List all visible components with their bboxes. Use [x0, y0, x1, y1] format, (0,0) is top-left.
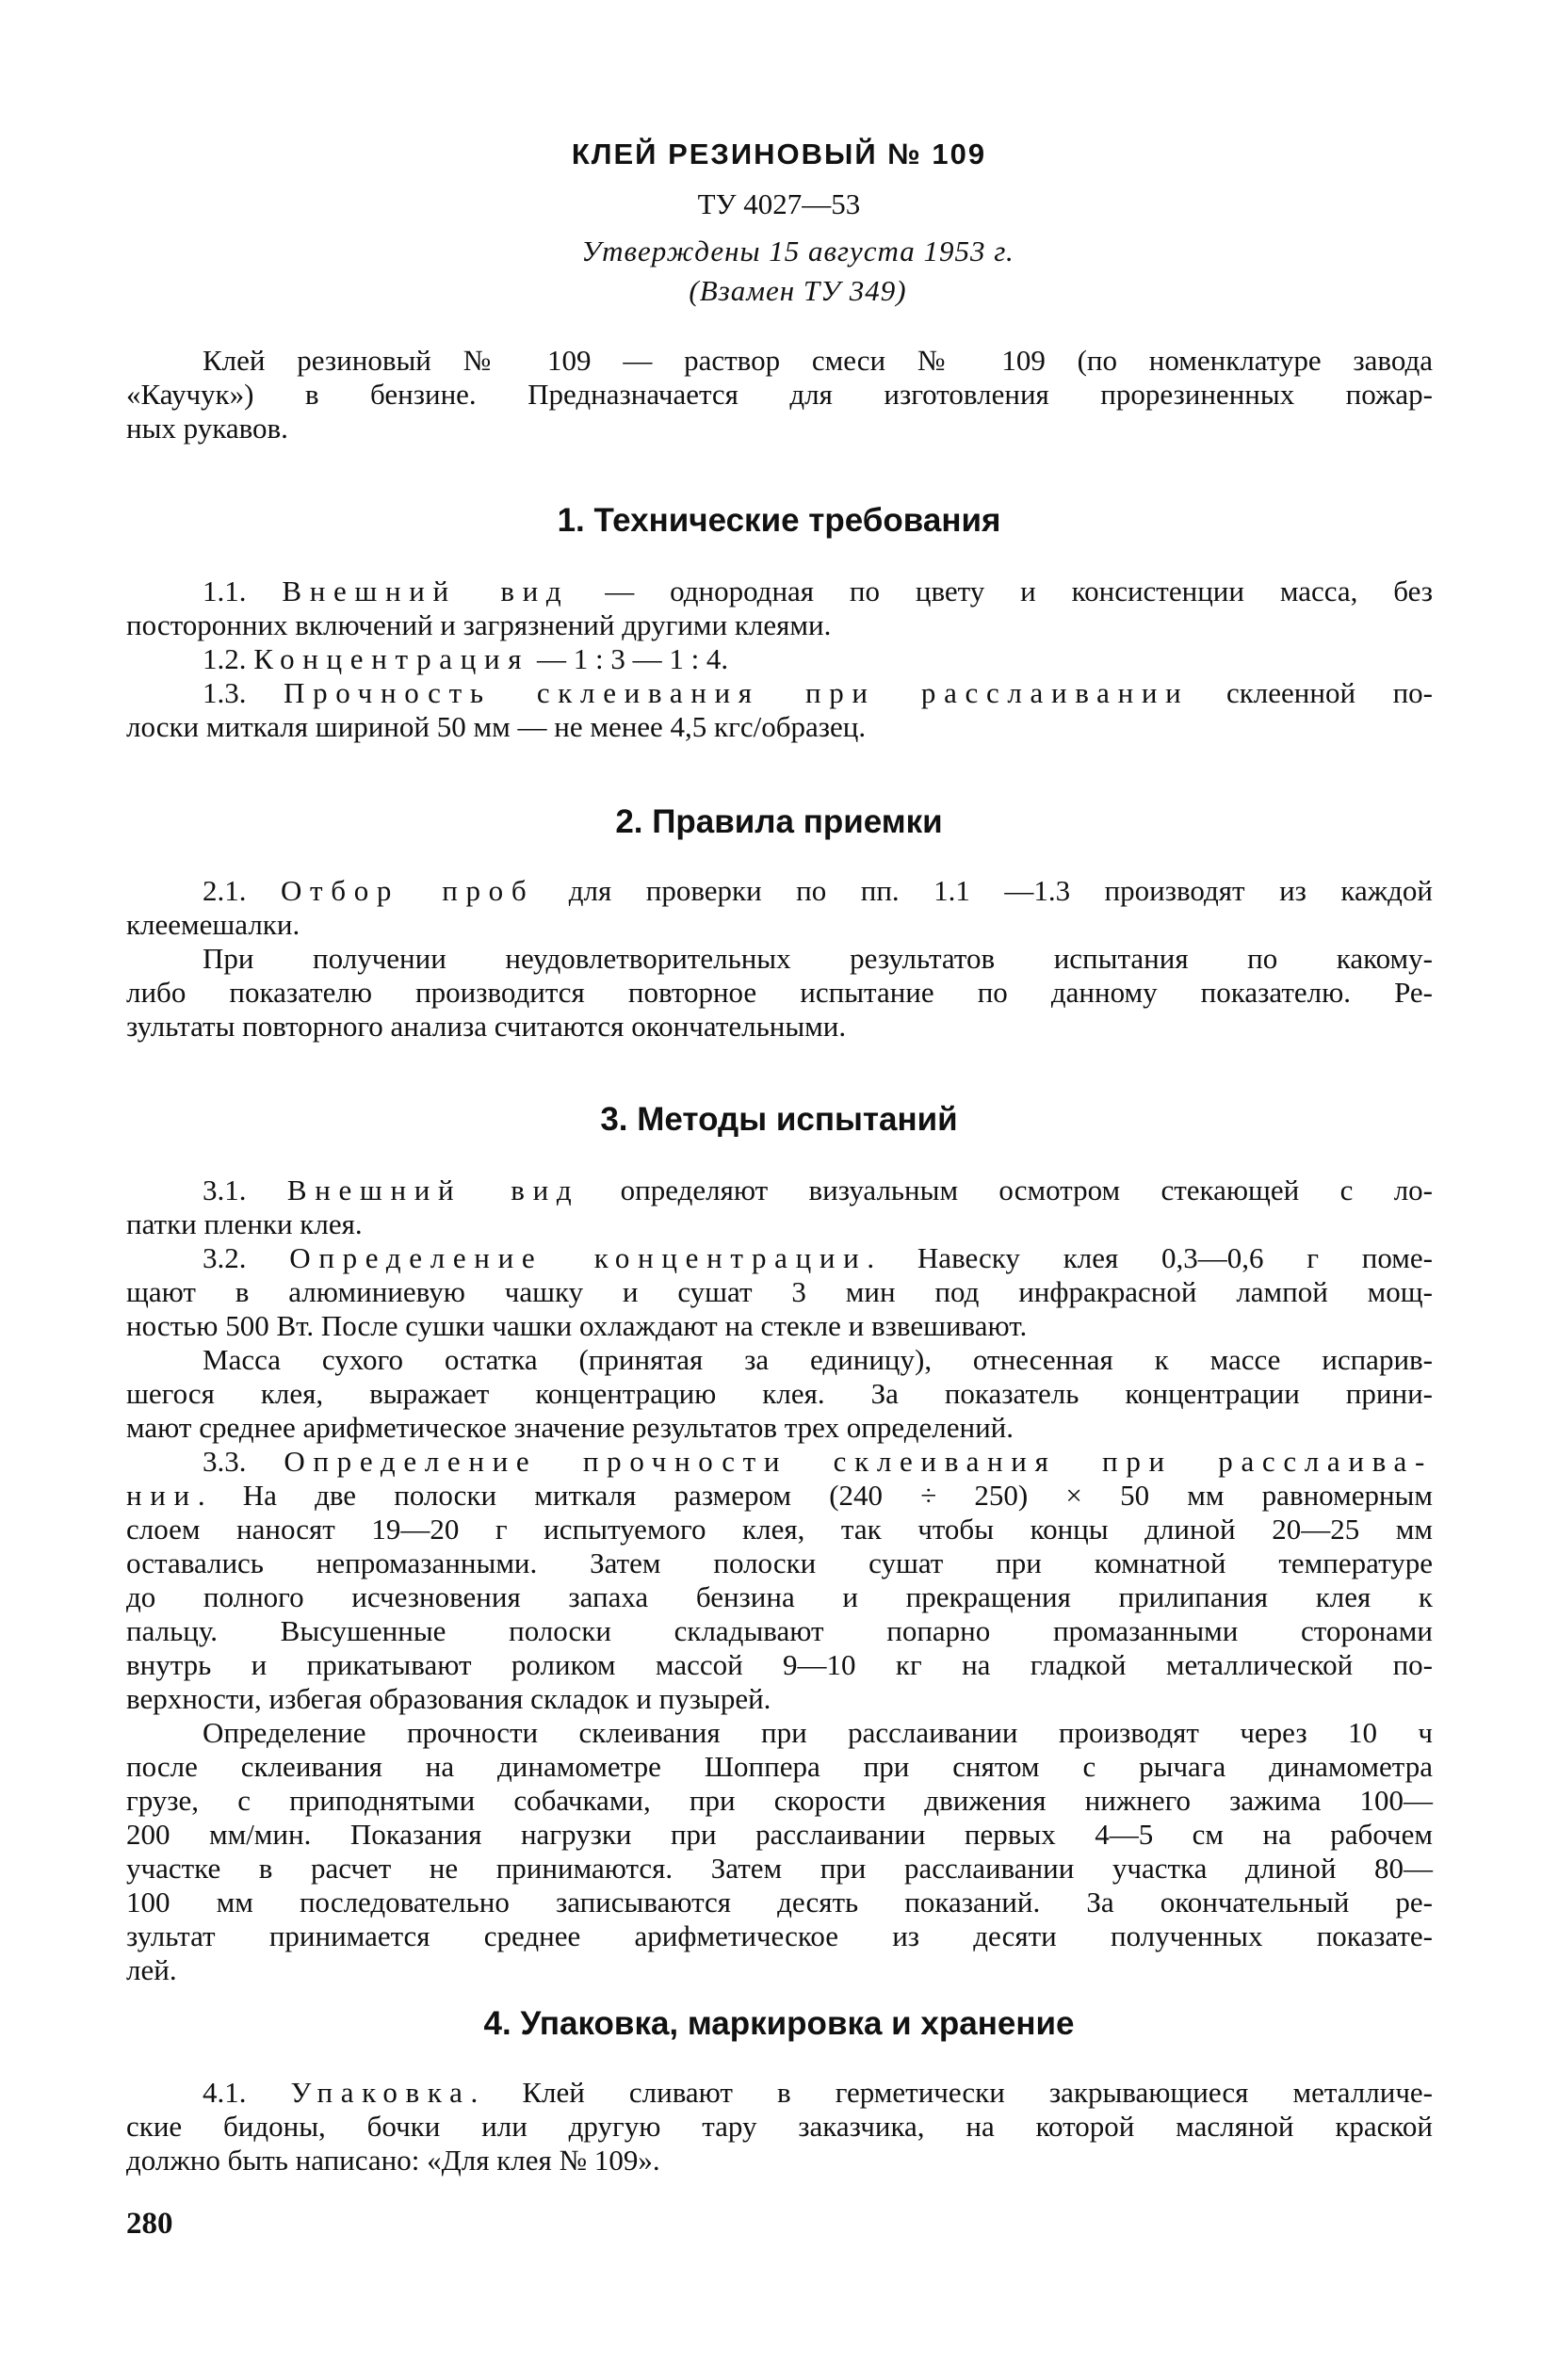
text-segment: — однородная по цвету и консистенции масса, без: [569, 575, 1433, 607]
text-line: Клей резиновый № 109 — раствор смеси № 109 (по номенклатуре завода: [203, 344, 1433, 377]
text-line: При получении неудовлетворительных результатов испытания по какому-: [203, 942, 1433, 975]
text-line: либо показателю производится повторное испытание по данному показателю. Ре-: [126, 976, 1433, 1009]
spaced-term: Определение концентрации: [289, 1241, 868, 1274]
page-number: 280: [126, 2207, 173, 2241]
text-segment: 1.1.: [203, 575, 283, 607]
text-line: ностью 500 Вт. После сушки чашки охлаждают на стекле и взвешивают.: [126, 1309, 1028, 1342]
text-line: оставались непромазанными. Затем полоски сушат при комнатной температуре: [126, 1546, 1433, 1579]
text-line: щают в алюминиевую чашку и сушат 3 мин под инфракрасной лампой мощ-: [126, 1275, 1433, 1308]
spaced-term: Прочность склеивания при расслаивании: [284, 676, 1190, 709]
section-body: [126, 575, 1433, 744]
spaced-term: Концентрация: [253, 642, 530, 675]
text-segment: 2.1.: [203, 874, 281, 907]
section-heading: 1. Технические требования: [557, 502, 1001, 539]
text-line: [126, 676, 1433, 710]
text-line: внутрь и прикатывают роликом массой 9—10 кг на гладкой металлической по-: [126, 1648, 1433, 1681]
replaces-note: (Взамен ТУ 349): [689, 274, 907, 307]
text-line: до полного исчезновения запаха бензина и прекращения прилипания клея к: [126, 1580, 1433, 1613]
text-line: [126, 2076, 1433, 2110]
text-segment: 3.1.: [203, 1174, 287, 1206]
text-line: [126, 1174, 1433, 1207]
spaced-term: Внешний вид: [282, 575, 570, 607]
section-body: [126, 2076, 1433, 2178]
text-line: зультат принимается среднее арифметическое из десяти полученных показате-: [126, 1919, 1433, 1952]
text-line: патки пленки клея.: [126, 1207, 363, 1240]
text-segment: — 1 : 3 — 1 : 4.: [529, 642, 729, 675]
text-line: 100 мм последовательно записываются десять показаний. За окончательный ре-: [126, 1886, 1433, 1919]
text-line: участке в расчет не принимаются. Затем при расслаивании участка длиной 80—: [126, 1852, 1433, 1885]
intro-paragraph: [126, 344, 1433, 445]
section-heading: 4. Упаковка, маркировка и хранение: [483, 2005, 1075, 2042]
text-line: Масса сухого остатка (принятая за единицу), отнесенная к массе испарив-: [203, 1343, 1433, 1376]
text-segment: . Клей сливают в герметически закрывающиеся металличе-: [470, 2076, 1434, 2109]
text-line: Определение прочности склеивания при расслаивании производят через 10 ч: [203, 1716, 1433, 1749]
text-line: шегося клея, выражает концентрацию клея. За показатель концентрации прини-: [126, 1377, 1433, 1410]
text-line: пальцу. Высушенные полоски складывают попарно промазанными сторонами: [126, 1614, 1433, 1647]
text-segment: . Навеску клея 0,3—0,6 г поме-: [867, 1241, 1434, 1274]
text-line: верхности, избегая образования складок и пузырей.: [126, 1682, 771, 1715]
text-line: [126, 1445, 1433, 1479]
text-line: посторонних включений и загрязнений другими клеями.: [126, 608, 832, 641]
text-segment: 3.2.: [203, 1241, 290, 1274]
text-segment: 1.2.: [203, 642, 254, 675]
section-body: [126, 874, 1433, 1044]
text-segment: склеенной по-: [1189, 676, 1433, 709]
text-line: мают среднее арифметическое значение результатов трех определений.: [126, 1411, 1014, 1444]
text-line: [126, 874, 1433, 908]
text-segment: 1.3.: [203, 676, 284, 709]
text-line: «Каучук») в бензине. Предназначается для изготовления прорезиненных пожар-: [126, 378, 1433, 411]
text-segment: для проверки по пп. 1.1 —1.3 производят из каждой: [534, 874, 1433, 907]
text-line: ские бидоны, бочки или другую тару заказчика, на которой масляной краской: [126, 2110, 1433, 2143]
text-segment: 3.3.: [203, 1445, 284, 1478]
approval-date: Утверждены 15 августа 1953 г.: [581, 235, 1014, 267]
spaced-term: нии: [126, 1479, 198, 1512]
text-segment: . На две полоски миткаля размером (240 ÷ 250) × 50 мм равномерным: [197, 1479, 1433, 1512]
spaced-term: Определение прочности склеивания при расслаива-: [284, 1445, 1433, 1478]
text-line: должно быть написано: «Для клея № 109».: [126, 2144, 660, 2177]
text-line: [126, 1241, 1433, 1275]
spec-number: ТУ 4027—53: [697, 187, 861, 220]
text-line: ных рукавов.: [126, 412, 288, 445]
spaced-term: Отбор проб: [280, 874, 535, 907]
text-line: зультаты повторного анализа считаются окончательными.: [126, 1010, 847, 1043]
text-line: [126, 642, 1433, 676]
spaced-term: Упаковка: [290, 2076, 471, 2109]
text-line: слоем наносят 19—20 г испытуемого клея, так чтобы концы длиной 20—25 мм: [126, 1513, 1433, 1546]
text-segment: 4.1.: [203, 2076, 291, 2109]
text-line: [126, 1479, 1433, 1513]
text-segment: определяют визуальным осмотром стекающей с ло-: [579, 1174, 1433, 1206]
document-title: КЛЕЙ РЕЗИНОВЫЙ № 109: [571, 138, 987, 170]
section-heading: 3. Методы испытаний: [600, 1101, 958, 1138]
section-body: [126, 1174, 1433, 1987]
text-line: клеемешалки.: [126, 908, 300, 941]
text-line: 200 мм/мин. Показания нагрузки при расслаивании первых 4—5 см на рабочем: [126, 1818, 1433, 1851]
section-heading: 2. Правила приемки: [615, 803, 943, 840]
spaced-term: Внешний вид: [286, 1174, 580, 1206]
text-line: после склеивания на динамометре Шоппера при снятом с рычага динамометра: [126, 1750, 1433, 1783]
text-line: грузе, с приподнятыми собачками, при скорости движения нижнего зажима 100—: [126, 1784, 1433, 1817]
text-line: лей.: [126, 1953, 177, 1986]
text-line: лоски миткаля шириной 50 мм — не менее 4,5 кгс/образец.: [126, 710, 867, 743]
text-line: [126, 575, 1433, 608]
